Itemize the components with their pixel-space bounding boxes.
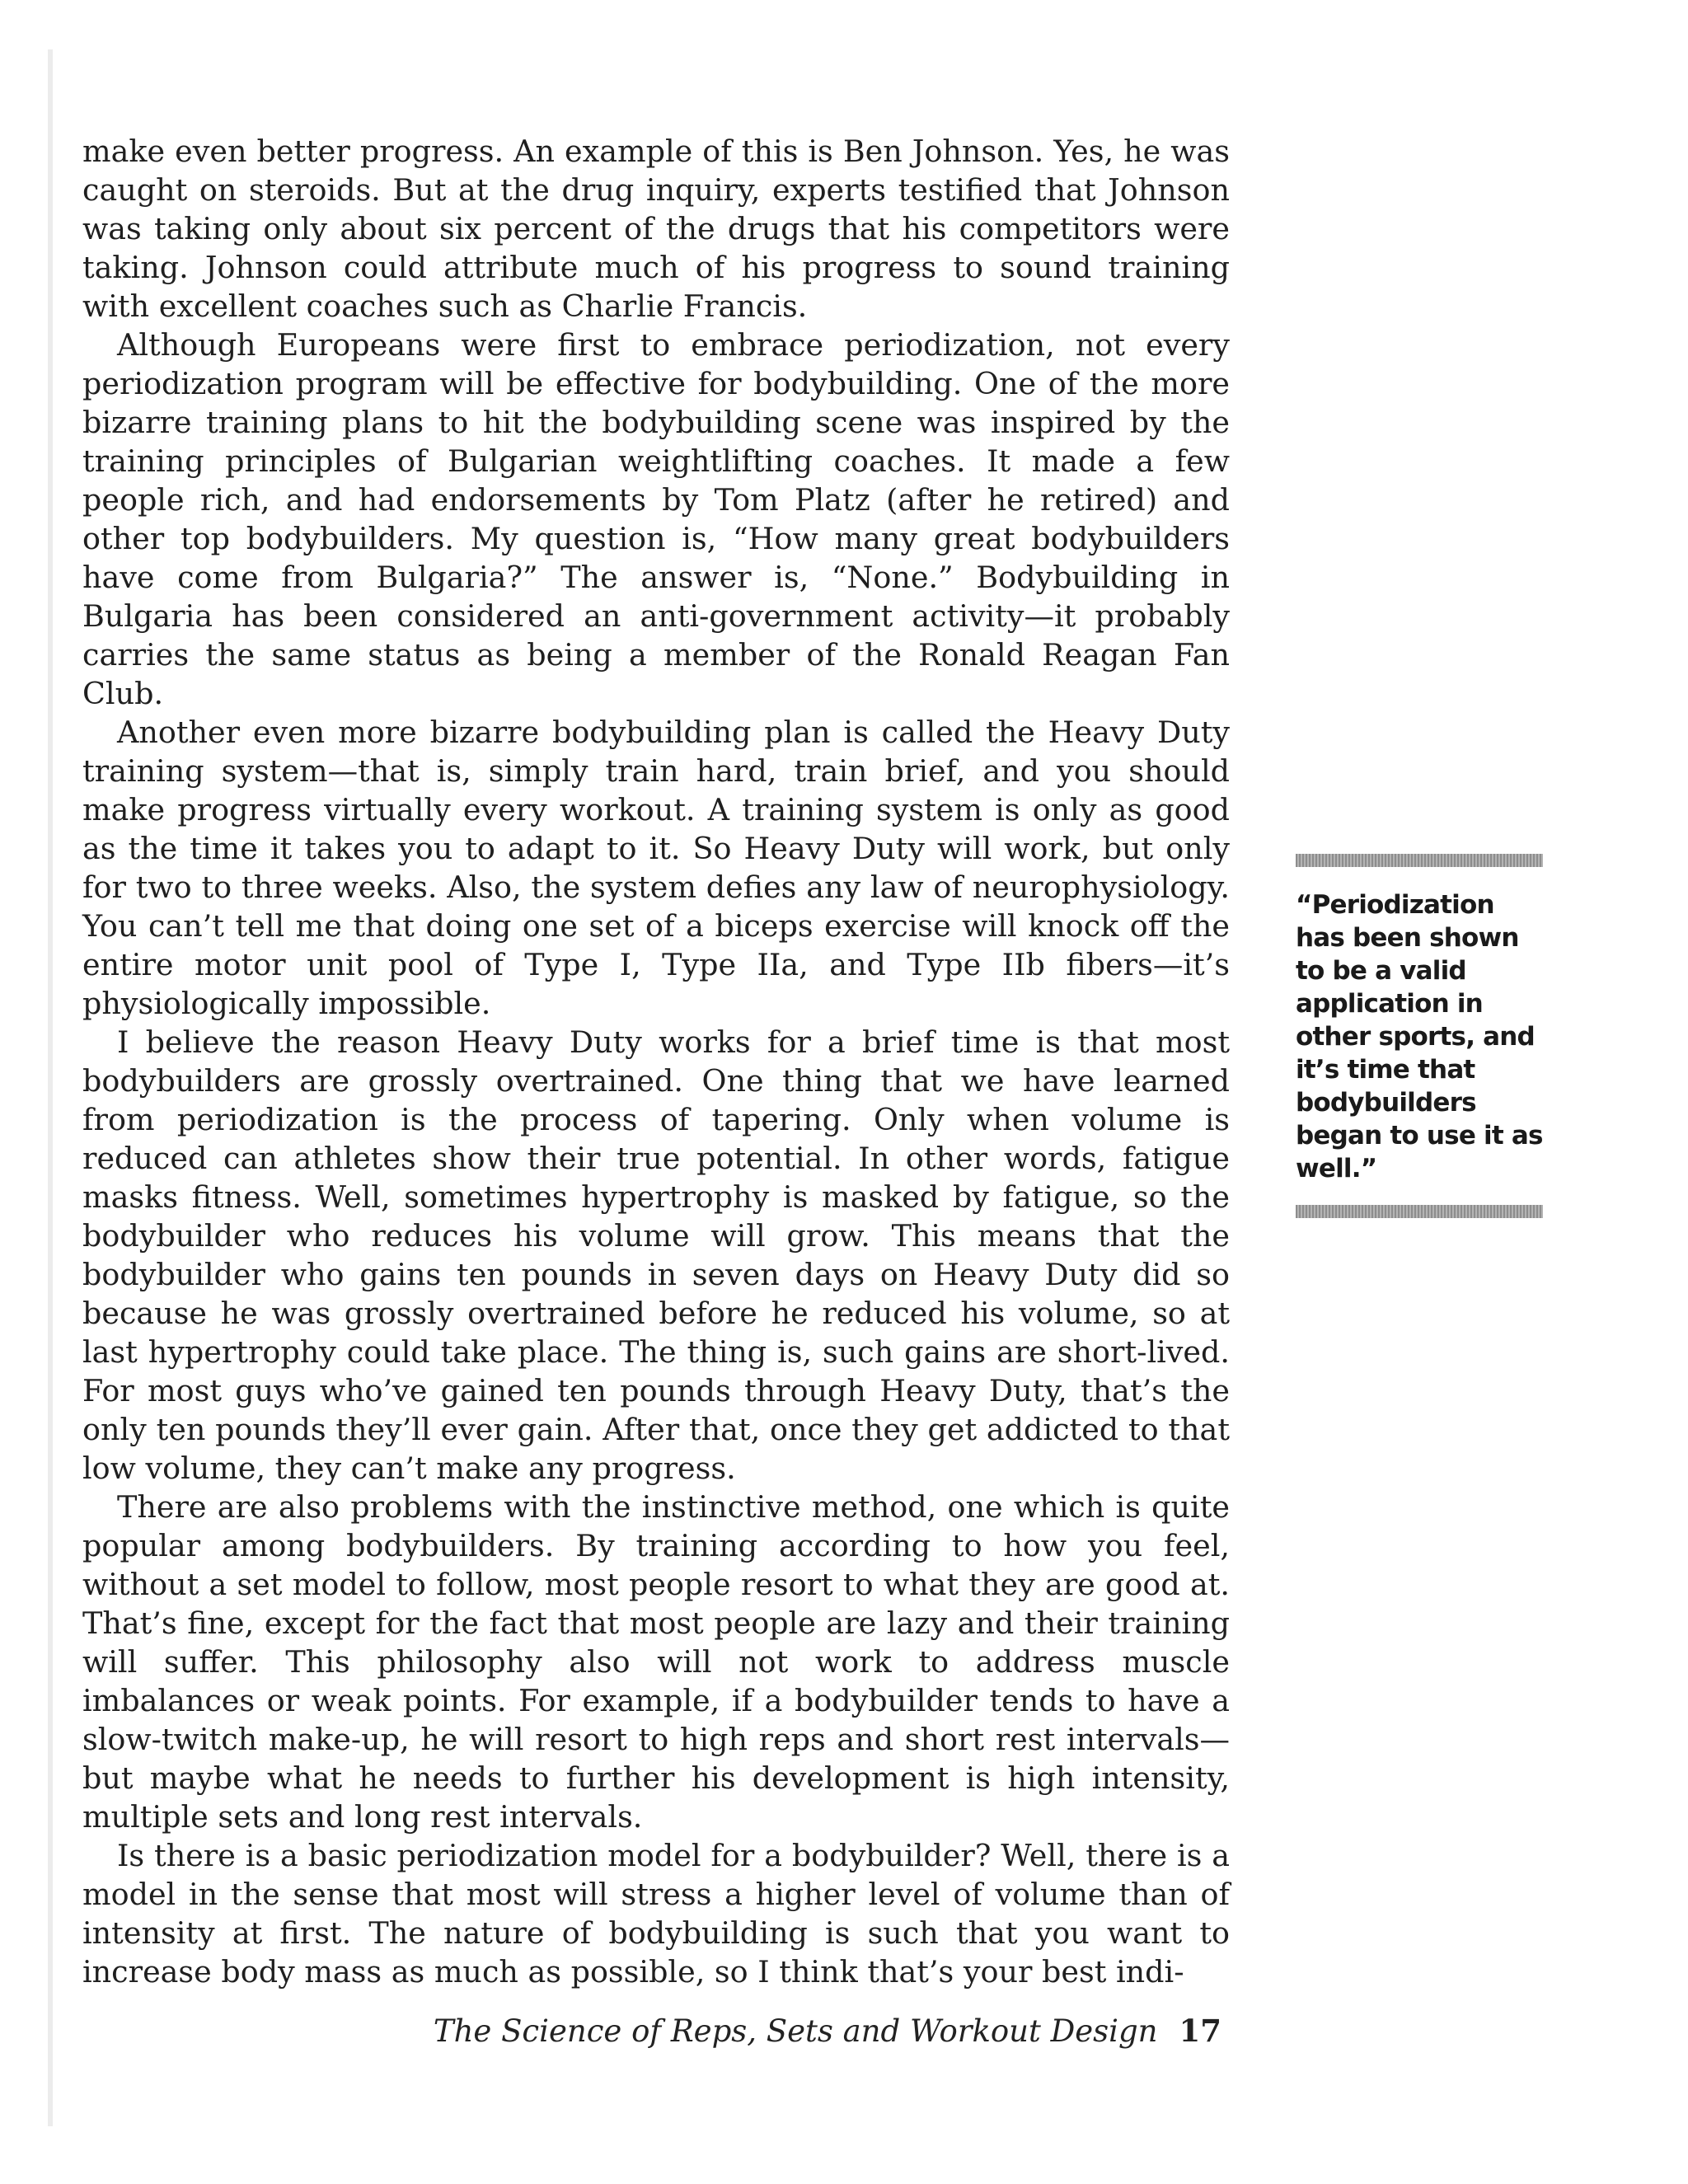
paragraph-4: I believe the reason Heavy Duty works for a brief time is that most bodybuilders are grossly overtrained. One thing that we have learned from periodization is the process of tapering. Only when volume is reduced can athletes show their true potential. In other words, fatigue masks fitness. Well, sometimes hypertrophy is masked by fatigue, so the bodybuilder who reduces his volume will grow. This means that the bodybuilder who gains ten pounds in seven days on Heavy Duty did so because he was grossly overtrained before he reduced his volume, so at last hypertrophy could take place. The thing is, such gains are short-lived. For most guys who’ve gained ten pounds through Heavy Duty, that’s the only ten pounds they’ll ever gain. After that, once they get addicted to that low volume, they can’t make any progress. — [82, 1024, 1230, 1486]
body-text — [82, 132, 1230, 1991]
paragraph-6: Is there is a basic periodization model for a bodybuilder? Well, there is a model in the sense that most will stress a higher level of volume than of intensity at first. The nature of bodybuilding is such that you want to increase body mass as much as possible, so I think that’s your best indi- — [82, 1838, 1230, 1990]
paragraph-1: make even better progress. An example of this is Ben Johnson. Yes, he was caught on steroids. But at the drug inquiry, experts testified that Johnson was taking only about six percent of the drugs that his competitors were taking. Johnson could attribute much of his progress to sound training with excellent coaches such as Charlie Francis. — [82, 134, 1230, 324]
paragraph-3: Another even more bizarre bodybuilding plan is called the Heavy Duty training system—that is, simply train hard, train brief, and you should make progress virtually every workout. A training system is only as good as the time it takes you to adapt to it. So Heavy Duty will work, but only for two to three weeks. Also, the system defies any law of neurophysiology. You can’t tell me that doing one set of a biceps exercise will knock off the entire motor unit pool of Type I, Type IIa, and Type IIb fibers—it’s physiologically impossible. — [82, 715, 1230, 1021]
pull-quote-bottom-rule — [1296, 1205, 1543, 1218]
pull-quote-top-rule — [1296, 854, 1543, 867]
page-number: 17 — [1179, 2013, 1221, 2049]
paragraph-5: There are also problems with the instinctive method, one which is quite popular among bodybuilders. By training according to how you feel, without a set model to follow, most people resort to what they are good at. That’s fine, except for the fact that most people are lazy and their training will suffer. This philosophy also will not work to address muscle imbalances or weak points. For example, if a bodybuilder tends to have a slow-twitch make-up, he will resort to high reps and short rest intervals—but maybe what he needs to further his development is high intensity, multiple sets and long rest intervals. — [82, 1489, 1230, 1835]
page-footer — [434, 2013, 1221, 2049]
running-title: The Science of Reps, Sets and Workout Design — [433, 2013, 1158, 2049]
pull-quote-box — [1296, 854, 1543, 1218]
scan-edge-shadow — [48, 49, 53, 2126]
paragraph-2: Although Europeans were first to embrace periodization, not every periodization program will be effective for bodybuilding. One of the more bizarre training plans to hit the bodybuilding scene was inspired by the training principles of Bulgarian weightlifting coaches. It made a few people rich, and had endorsements by Tom Platz (after he retired) and other top bodybuilders. My question is, “How many great bodybuilders have come from Bulgaria?” The answer is, “None.” Bodybuilding in Bulgaria has been considered an anti-government activity—it probably carries the same status as being a member of the Ronald Reagan Fan Club. — [82, 327, 1230, 711]
pull-quote: “Periodization has been shown to be a valid application in other sports, and it’s time that bodybuilders began to use it as well.” — [1296, 890, 1543, 1183]
